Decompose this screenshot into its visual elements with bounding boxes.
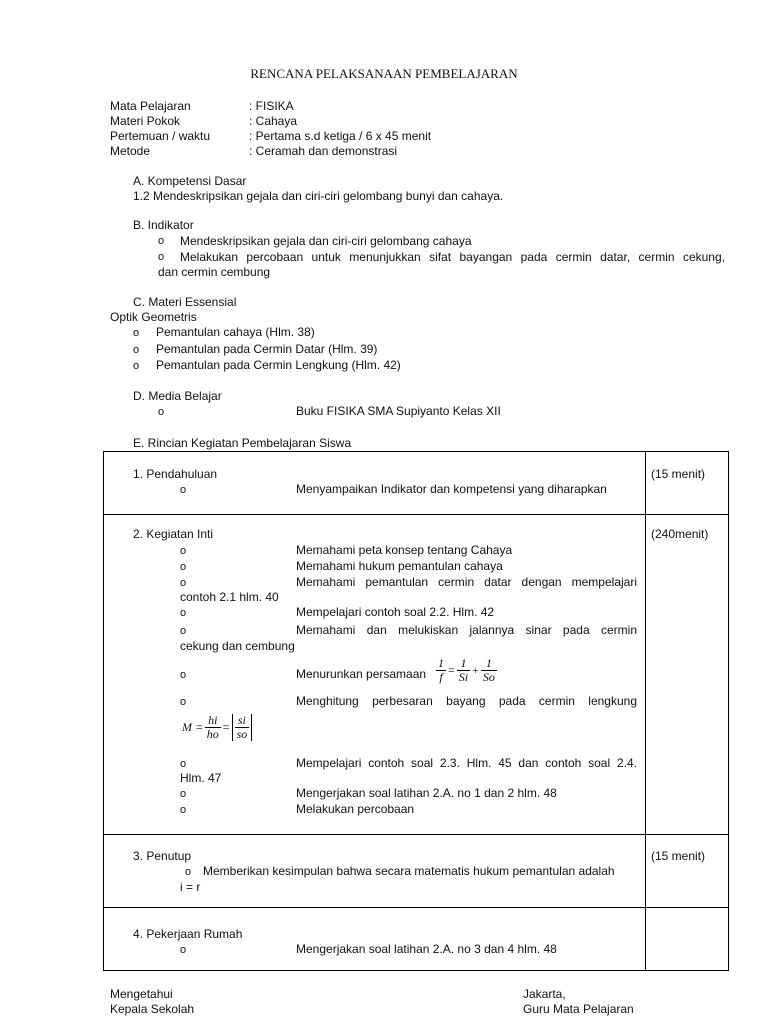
inti-item: Menurunkan persamaan: [296, 667, 427, 681]
section-b-item: Melakukan percobaan untuk menunjukkan sifat bayangan pada cermin datar, cermin cekung,: [180, 250, 725, 264]
signature-left-line1: Mengetahui: [110, 987, 173, 1001]
inti-item: Memahami pemantulan cermin datar dengan mempelajari: [296, 575, 637, 589]
inti-item: Menghitung perbesaran bayang pada cermin lengkung: [296, 694, 637, 708]
meta-value-meeting: : Pertama s.d ketiga / 6 x 45 menit: [249, 129, 432, 143]
table-row-divider: [104, 907, 728, 908]
section-a-item: 1.2 Mendeskripsikan gejala dan ciri-ciri gelombang bunyi dan cahaya.: [133, 189, 504, 203]
penutup-item: Memberikan kesimpulan bahwa secara matematis hukum pemantulan adalah: [203, 864, 615, 878]
table-row-divider: [104, 514, 728, 515]
section-b-heading: B. Indikator: [133, 218, 194, 232]
meta-label-topic: Materi Pokok: [110, 114, 181, 128]
signature-right-line1: Jakarta,: [523, 987, 566, 1001]
bullet: o: [180, 696, 187, 708]
section-c-subheading: Optik Geometris: [110, 310, 197, 324]
section-e-heading: E. Rincian Kegiatan Pembelajaran Siswa: [133, 436, 352, 450]
section-c-heading: C. Materi Essensial: [133, 295, 237, 309]
section-c-item: Pemantulan cahaya (Hlm. 38): [156, 325, 315, 339]
bullet: o: [180, 607, 187, 619]
section-a-heading: A. Kompetensi Dasar: [133, 174, 247, 188]
inti-item: Memahami dan melukiskan jalannya sinar pada cermin: [296, 623, 637, 637]
meta-value-topic: : Cahaya: [249, 114, 298, 128]
inti-heading: 2. Kegiatan Inti: [133, 527, 214, 541]
section-d-heading: D. Media Belajar: [133, 389, 222, 403]
bullet: o: [133, 360, 140, 372]
bullet: o: [180, 788, 187, 800]
bullet: o: [180, 758, 187, 770]
bullet: o: [180, 944, 187, 956]
penutup-item-cont: i = r: [180, 880, 201, 894]
signature-left-line2: Kepala Sekolah: [110, 1002, 195, 1016]
inti-item: Melakukan percobaan: [296, 802, 415, 816]
section-c-item: Pemantulan pada Cermin Datar (Hlm. 39): [156, 342, 378, 356]
bullet: o: [180, 561, 187, 573]
magnification-formula: M = $\frac{hi}{ho}$ = $\frac{si}{so}$: [180, 714, 252, 741]
inti-time: (240menit): [651, 527, 709, 541]
inti-item-cont: contoh 2.1 hlm. 40: [180, 590, 279, 604]
bullet: o: [180, 577, 187, 589]
bullet: o: [185, 866, 192, 878]
pendahuluan-time: (15 menit): [651, 467, 706, 481]
bullet: o: [133, 327, 140, 339]
table-row-divider: [104, 834, 728, 835]
meta-label-method: Metode: [110, 144, 151, 158]
section-c-item: Pemantulan pada Cermin Lengkung (Hlm. 42): [156, 358, 401, 372]
penutup-heading: 3. Penutup: [133, 849, 192, 863]
bullet: o: [180, 484, 187, 496]
bullet: o: [158, 251, 165, 263]
document-title: RENCANA PELAKSANAAN PEMBELAJARAN: [250, 66, 518, 81]
section-d-item: Buku FISIKA SMA Supiyanto Kelas XII: [296, 404, 501, 418]
pr-heading: 4. Pekerjaan Rumah: [133, 927, 243, 941]
inti-item: Memahami peta konsep tentang Cahaya: [296, 543, 513, 557]
signature-right-line2: Guru Mata Pelajaran: [523, 1002, 634, 1016]
inti-item: Mempelajari contoh soal 2.3. Hlm. 45 dan contoh soal 2.4.: [296, 756, 637, 770]
meta-value-method: : Ceramah dan demonstrasi: [249, 144, 398, 158]
table-column-divider: [645, 452, 646, 970]
bullet: o: [158, 406, 165, 418]
bullet: o: [158, 235, 165, 247]
pendahuluan-item: Menyampaikan Indikator dan kompetensi yang diharapkan: [296, 482, 607, 496]
pr-item: Mengerjakan soal latihan 2.A. no 3 dan 4 hlm. 48: [296, 942, 557, 956]
penutup-time: (15 menit): [651, 849, 706, 863]
mirror-equation: $\frac{1}{f}$ = $\frac{1}{Si}$ + $\frac{1}{So}$: [438, 656, 495, 684]
pendahuluan-heading: 1. Pendahuluan: [133, 467, 218, 481]
bullet: o: [180, 625, 187, 637]
bullet: o: [133, 344, 140, 356]
inti-item: Mengerjakan soal latihan 2.A. no 1 dan 2 hlm. 48: [296, 786, 557, 800]
meta-label-meeting: Pertemuan / waktu: [110, 129, 211, 143]
meta-value-subject: : FISIKA: [249, 99, 294, 113]
meta-label-subject: Mata Pelajaran: [110, 99, 191, 113]
inti-item: Memahami hukum pemantulan cahaya: [296, 559, 503, 573]
bullet: o: [180, 545, 187, 557]
bullet: o: [180, 804, 187, 816]
bullet: o: [180, 669, 187, 681]
section-b-item-cont: dan cermin cembung: [158, 265, 271, 279]
inti-item-cont: Hlm. 47: [180, 771, 222, 785]
inti-item-cont: cekung dan cembung: [180, 639, 295, 653]
section-b-item: Mendeskripsikan gejala dan ciri-ciri gelombang cahaya: [180, 234, 472, 248]
inti-item: Mempelajari contoh soal 2.2. Hlm. 42: [296, 605, 495, 619]
